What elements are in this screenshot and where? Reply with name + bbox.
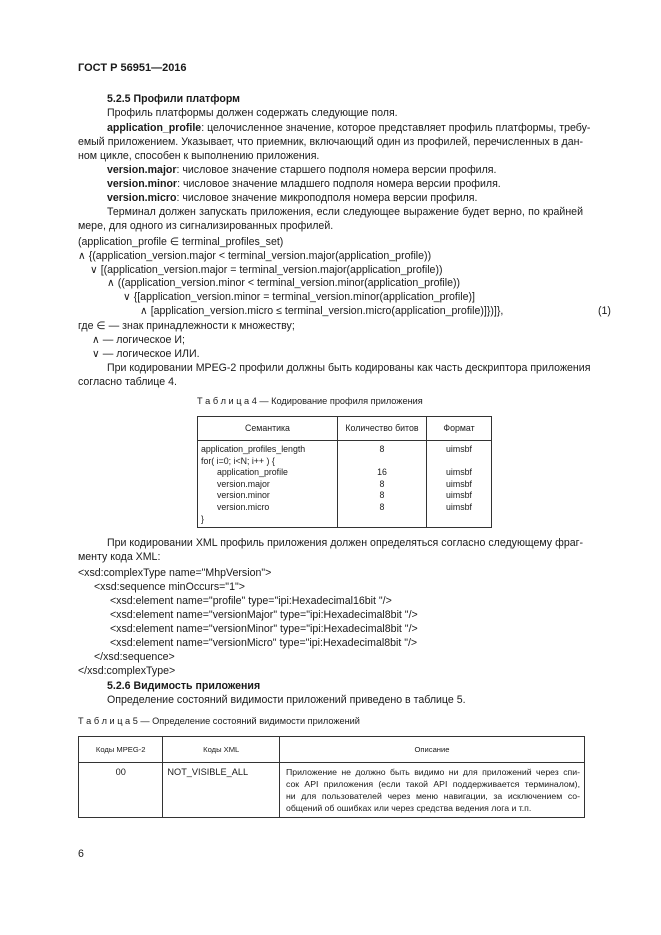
cell-line: Приложение не должно быть видимо ни для приложений через спи- [286,767,580,777]
formula-number: (1) [598,305,611,317]
formula-line: ∧ [application_version.micro ≤ terminal_version.micro(application_profile)]})]}, [140,305,504,317]
table-caption [78,715,360,727]
cell-line [338,456,426,468]
paragraph: согласно таблице 4. [78,376,177,388]
cell-line: общений об ошибках или через средства ведения лога и т.п. [286,803,532,813]
code-line: </xsd:sequence> [94,651,175,663]
table-4 [197,416,492,528]
formula-line: ∧ {(application_version.major < terminal_version.major(application_profile)) [78,250,432,262]
term: version.minor [107,178,178,190]
table-caption [197,395,423,407]
table-cell-bits [338,441,427,528]
cell-line: version.micro [217,501,270,512]
code-line: <xsd:element name="versionMajor" type="ipi:Hexadecimal8bit "/> [110,609,418,621]
table-header-row [79,737,585,763]
code-line: <xsd:element name="versionMicro" type="ipi:Hexadecimal8bit "/> [110,637,418,649]
cell-line: version.major [217,478,270,489]
paragraph: Определение состояний видимости приложений приведено в таблице 5. [107,694,466,706]
table-header-cell: Коды MPEG-2 [79,737,163,763]
table-header-cell: Количество битов [338,417,427,441]
cell-line: } [201,513,204,524]
section-heading-525: 5.2.5 Профили платформ [107,93,241,105]
table-cell-format [427,441,492,528]
cell-line: uimsbf [446,467,472,478]
cell-line: uimsbf [446,444,472,454]
cell-line: uimsbf [446,490,472,501]
paragraph: Терминал должен запускать приложения, если следующее выражение будет верно, по крайней [107,206,583,218]
table-header-cell: Описание [280,737,585,763]
table-cell-description [280,763,585,818]
cell-line: сок API приложения (если такой API поддерживается терминалом), [286,779,580,789]
table-header-cell: Семантика [198,417,338,441]
term: application_profile [107,122,202,134]
table-caption-text: — Определение состояний видимости приложений [137,716,360,726]
cell-line: 8 [379,444,385,454]
cell-line: version.minor [217,490,270,501]
table-header-row [198,417,492,441]
table-caption-label: Т а б л и ц а 5 [78,716,138,726]
term-definition: : числовое значение старшего подполя номера версии профиля. [176,164,497,176]
cell-line: application_profiles_length [201,444,306,454]
table-caption-label: Т а б л и ц а 4 [197,396,257,406]
paragraph [107,122,591,135]
table-header-cell: Формат [427,417,492,441]
formula-line: (application_profile ∈ terminal_profiles_set) [78,236,284,248]
table-header-cell: Коды XML [163,737,280,763]
cell-line: 8 [379,501,385,512]
table-cell-semantics [198,441,338,528]
cell-line: 8 [379,490,385,501]
paragraph: При кодировании XML профиль приложения должен определяться согласно следующему фраг- [107,537,583,549]
code-line: <xsd:sequence minOccurs="1"> [94,581,245,593]
paragraph [107,164,496,177]
standard-header: ГОСТ Р 56951—2016 [78,62,187,74]
cell-line [427,456,491,468]
table-cell-xml: NOT_VISIBLE_ALL [163,763,280,818]
page-number: 6 [78,848,84,860]
cell-line: ни для пользователей через меню навигации, за исключением со- [286,791,580,801]
cell-line: 8 [379,478,385,489]
term: version.major [107,164,177,176]
where-line: где ∈ — знак принадлежности к множеству; [78,320,295,332]
paragraph: мере, для одного из сигнализированных профилей. [78,220,334,232]
term: version.micro [107,192,177,204]
table-cell-mpeg: 00 [79,763,163,818]
paragraph: емый приложением. Указывает, что приемник, включающий один из профилей, перечисленных в дан- [78,136,583,148]
code-line: <xsd:complexType name="MhpVersion"> [78,567,272,579]
paragraph [107,178,501,191]
paragraph: ном цикле, способен к выполнению приложения. [78,150,320,162]
cell-line: for( i=0; i<N; i++ ) { [201,455,275,466]
code-line: <xsd:element name="profile" type="ipi:Hexadecimal16bit "/> [110,595,392,607]
section-heading-526: 5.2.6 Видимость приложения [107,680,261,692]
table-5 [78,736,585,818]
paragraph: Профиль платформы должен содержать следующие поля. [107,107,398,119]
paragraph [107,192,477,205]
table-caption-text: — Кодирование профиля приложения [256,396,423,406]
where-line: ∧ — логическое И; [92,334,185,346]
cell-line: uimsbf [446,478,472,489]
cell-line: application_profile [217,467,288,478]
paragraph: При кодировании MPEG-2 профили должны быть кодированы как часть дескриптора приложения [107,362,591,374]
table-body-row [79,763,585,818]
formula-line: ∨ {[application_version.minor = terminal_version.minor(application_profile)] [123,291,475,303]
formula-line: ∨ [(application_version.major = terminal_version.major(application_profile)) [90,264,443,276]
code-line: <xsd:element name="versionMinor" type="ipi:Hexadecimal8bit "/> [110,623,418,635]
cell-line: 16 [377,467,387,478]
term-definition: : числовое значение микроподполя номера версии профиля. [176,192,478,204]
paragraph: менту кода XML: [78,551,161,563]
code-line: </xsd:complexType> [78,665,176,677]
table-body-row [198,441,492,528]
term-definition: : целочисленное значение, которое представляет профиль платформы, требу- [201,122,591,134]
where-line: ∨ — логическое ИЛИ. [92,348,200,360]
cell-line: uimsbf [446,501,472,512]
formula-line: ∧ ((application_version.minor < terminal_version.minor(application_profile)) [107,277,461,289]
term-definition: : числовое значение младшего подполя номера версии профиля. [177,178,501,190]
